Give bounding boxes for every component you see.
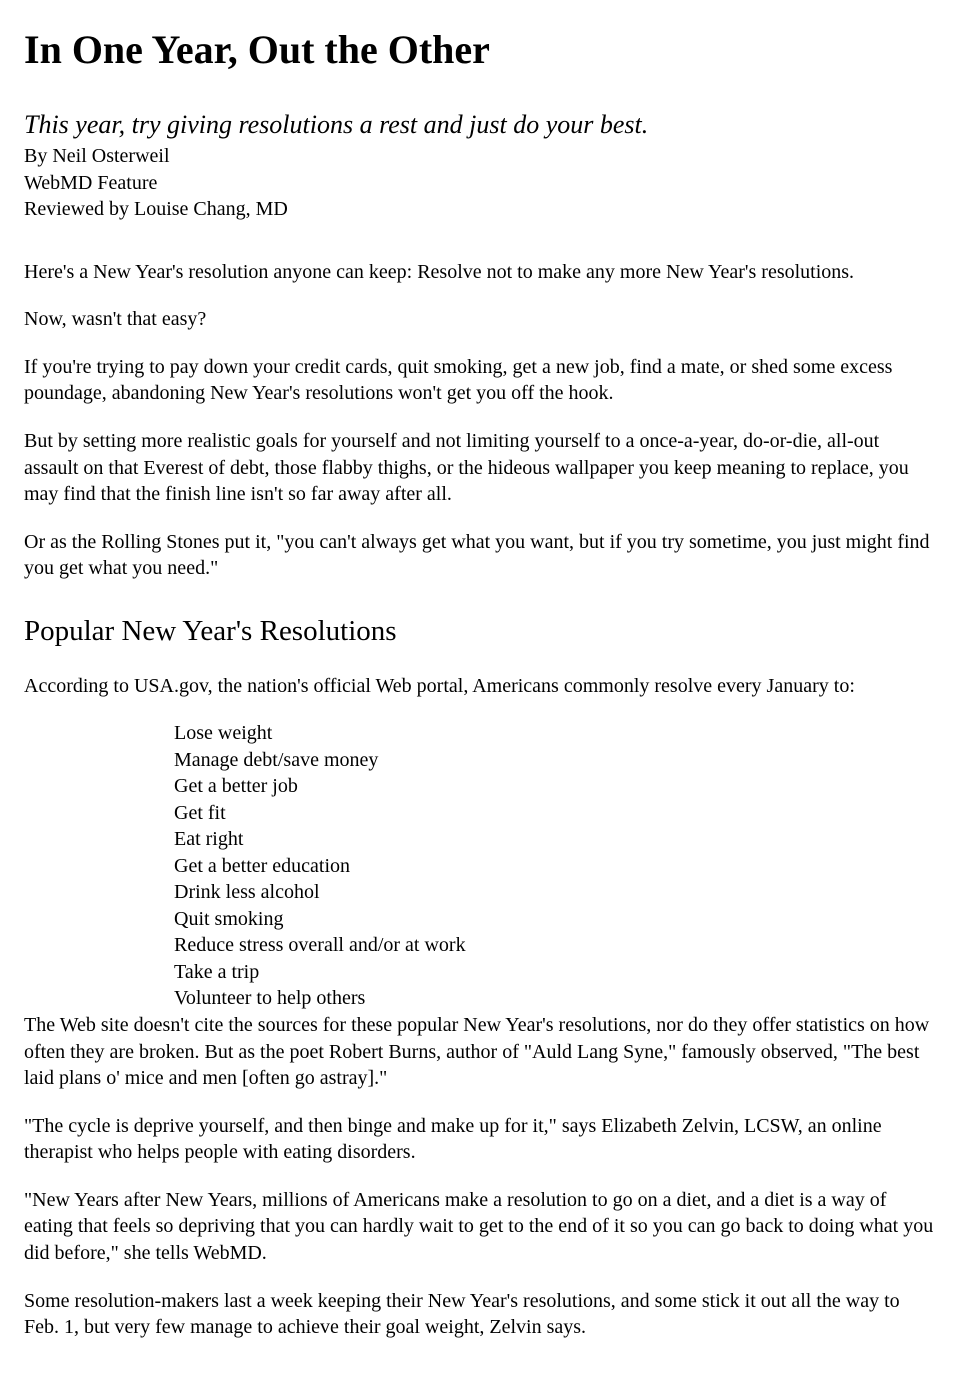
resolution-item: Get a better job <box>174 775 298 798</box>
resolution-item: Eat right <box>174 828 244 851</box>
paragraph: Some resolution-makers last a week keeping their New Year's resolutions, and some stick it out all the way to Feb. 1, but very few manage to achieve their goal weight, Zelvin says. <box>24 1289 900 1339</box>
paragraph: "The cycle is deprive yourself, and then binge and make up for it," says Elizabeth Zelvin, LCSW, an online therapist who helps people with eating disorders. <box>24 1114 882 1164</box>
resolution-item: Drink less alcohol <box>174 881 320 904</box>
paragraph: The Web site doesn't cite the sources for these popular New Year's resolutions, nor do they offer statistics on how often they are broken. But as the poet Robert Burns, author of "Auld Lang Syne," famously observed, "The best laid plans o' mice and men [often go astray]." <box>24 1013 930 1090</box>
paragraph: If you're trying to pay down your credit cards, quit smoking, get a new job, find a mate, or shed some excess poundage, abandoning New Year's resolutions won't get you off the hook. <box>24 355 893 405</box>
reviewed-by: Reviewed by Louise Chang, MD <box>24 198 288 221</box>
resolution-item: Manage debt/save money <box>174 748 379 771</box>
paragraph: Now, wasn't that easy? <box>24 308 207 331</box>
paragraph: "New Years after New Years, millions of Americans make a resolution to go on a diet, and a diet is a way of eating that feels so depriving that you can hardly wait to get to the end of it so you can go back to doing what you did before," she tells WebMD. <box>24 1188 934 1265</box>
resolution-item: Lose weight <box>174 722 273 745</box>
after-paragraphs <box>24 1012 934 1341</box>
resolution-item: Reduce stress overall and/or at work <box>174 934 466 957</box>
resolution-item: Get fit <box>174 801 226 824</box>
resolution-item: Volunteer to help others <box>174 987 366 1010</box>
article <box>24 28 934 1341</box>
section-heading: Popular New Year's Resolutions <box>24 615 397 648</box>
paragraph: But by setting more realistic goals for yourself and not limiting yourself to a once-a-year, do-or-die, all-out assault on that Everest of debt, those flabby thighs, or the hideous wallpaper you keep meaning to replace, you may find that the finish line isn't so far away after all. <box>24 430 909 506</box>
resolution-list <box>174 720 934 1012</box>
paragraph: Here's a New Year's resolution anyone can keep: Resolve not to make any more New Year's resolutions. <box>24 260 855 283</box>
resolution-item: Quit smoking <box>174 907 284 930</box>
paragraph: Or as the Rolling Stones put it, "you can't always get what you want, but if you try sometime, you just might find you get what you need." <box>24 530 930 580</box>
section-lead-paragraph: According to USA.gov, the nation's official Web portal, Americans commonly resolve every January to: <box>24 674 855 697</box>
resolution-item: Take a trip <box>174 960 260 983</box>
resolution-item: Get a better education <box>174 854 351 877</box>
article-title: In One Year, Out the Other <box>24 27 490 72</box>
byline-author: By Neil Osterweil <box>24 145 170 168</box>
source-label: WebMD Feature <box>24 171 158 194</box>
intro-paragraphs <box>24 259 934 582</box>
byline-block <box>24 143 934 223</box>
article-subtitle: This year, try giving resolutions a rest and just do your best. <box>24 110 649 139</box>
